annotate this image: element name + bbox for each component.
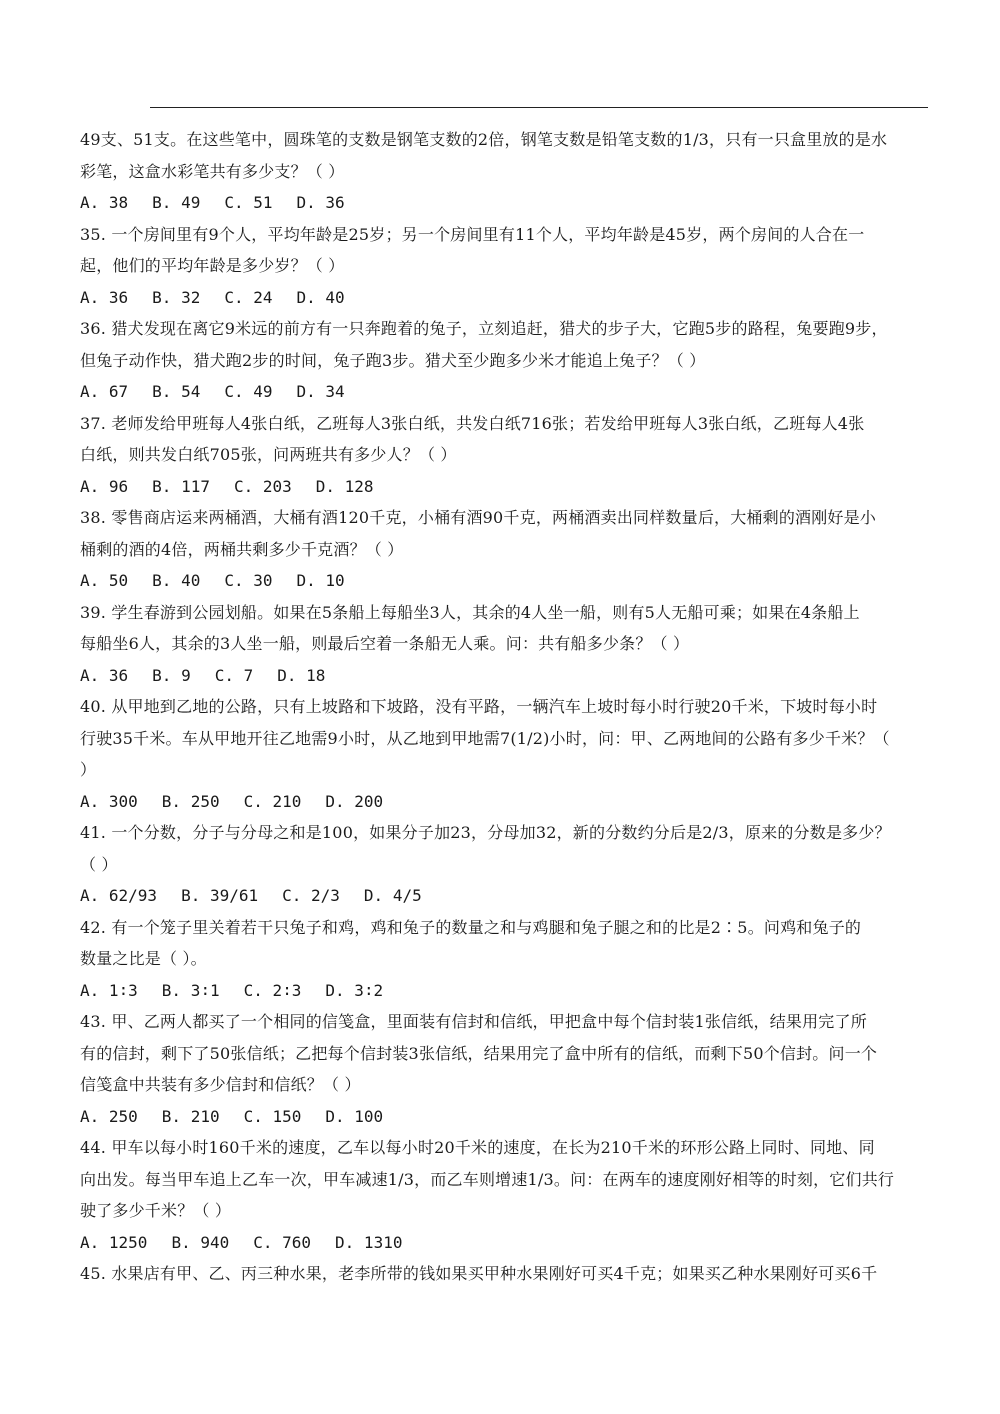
answer-option: B. 49 — [152, 193, 201, 212]
answer-options — [80, 660, 936, 692]
question-text-line: 但兔子动作快，猎犬跑2步的时间，兔子跑3步。猎犬至少跑多少米才能追上兔子？（ ） — [80, 350, 706, 370]
question-text-line: 36. 猎犬发现在离它9米远的前方有一只奔跑着的兔子，立刻追赶，猎犬的步子大，它跑5步的路程，兔要跑9步， — [80, 319, 888, 338]
question-text-line: 35. 一个房间里有9个人，平均年龄是25岁；另一个房间里有11个人，平均年龄是45岁，两个房间的人合在一 — [80, 224, 865, 244]
answer-option: D. 3∶2 — [325, 980, 384, 1000]
answer-option: B. 250 — [161, 791, 220, 811]
question-text-line: 42. 有一个笼子里关着若干只兔子和鸡，鸡和兔子的数量之和与鸡腿和兔子腿之和的比是2∶5。问鸡和兔子的 — [80, 917, 862, 937]
question-text-line: 有的信封，剩下了50张信纸；乙把每个信封装3张信纸，结果用完了盒中所有的信纸，而剩下50个信封。问一个 — [80, 1043, 878, 1063]
answer-option: A. 1∶3 — [80, 980, 138, 1000]
answer-option: C. 760 — [253, 1232, 312, 1252]
answer-option: A. 250 — [80, 1106, 138, 1126]
answer-option: C. 30 — [224, 571, 273, 590]
question-text-line: （ ） — [80, 854, 118, 874]
answer-option: D. 100 — [325, 1106, 384, 1126]
answer-option: A. 62/93 — [80, 886, 158, 905]
question-text-line: 彩笔，这盒水彩笔共有多少支？（ ） — [80, 161, 345, 181]
question-text-line: 行驶35千米。车从甲地开往乙地需9小时，从乙地到甲地需7(1/2)小时，问：甲、乙两地间的公路有多少千米？（ — [80, 728, 890, 748]
answer-option: C. 24 — [224, 287, 273, 307]
answer-option: C. 210 — [243, 791, 302, 811]
answer-option: A. 36 — [80, 665, 129, 685]
answer-option: D. 18 — [277, 665, 326, 685]
answer-option: B. 40 — [152, 571, 201, 590]
answer-option: D. 36 — [296, 193, 345, 212]
answer-option: C. 2/3 — [282, 886, 340, 905]
answer-option: B. 39/61 — [181, 886, 259, 905]
answer-option: A. 300 — [80, 791, 138, 811]
question-text-line: ） — [80, 760, 97, 779]
question-text-line: 向出发。每当甲车追上乙车一次，甲车减速1/3，而乙车则增速1/3。问：在两车的速度刚好相等的时刻，它们共行 — [80, 1169, 895, 1189]
question-text-line: 44. 甲车以每小时160千米的速度，乙车以每小时20千米的速度，在长为210千米的环形公路上同时、同地、同 — [80, 1138, 875, 1157]
answer-option: C. 150 — [243, 1106, 302, 1126]
question-text-line: 数量之比是（ ）。 — [80, 949, 207, 968]
answer-option: B. 3∶1 — [161, 980, 220, 1000]
answer-options — [80, 786, 936, 818]
question-text-line: 白纸，则共发白纸705张，问两班共有多少人？（ ） — [80, 445, 457, 464]
question-text-line: 信笺盒中共装有多少信封和信纸？（ ） — [80, 1075, 361, 1094]
question-text-line: 驶了多少千米？（ ） — [80, 1201, 232, 1220]
answer-option: C. 7 — [214, 665, 254, 685]
answer-option: D. 1310 — [335, 1232, 403, 1252]
answer-option: A. 1250 — [80, 1232, 148, 1252]
answer-options — [80, 880, 936, 912]
question-text-line: 起，他们的平均年龄是多少岁？（ ） — [80, 256, 345, 275]
question-text-line: 39. 学生春游到公园划船。如果在5条船上每船坐3人，其余的4人坐一船，则有5人无船可乘；如果在4条船上 — [80, 602, 860, 622]
answer-options — [80, 1227, 936, 1259]
question-text-line: 49支、51支。在这些笔中，圆珠笔的支数是钢笔支数的2倍，钢笔支数是铅笔支数的1/3，只有一只盒里放的是水 — [80, 130, 888, 149]
answer-option: D. 34 — [296, 382, 345, 401]
question-list — [80, 124, 936, 1290]
answer-option: D. 200 — [325, 791, 384, 811]
answer-option: B. 210 — [161, 1106, 220, 1126]
answer-option: B. 940 — [171, 1232, 230, 1252]
answer-option: C. 203 — [233, 476, 292, 496]
answer-options — [80, 1101, 936, 1133]
answer-option: B. 54 — [152, 382, 201, 401]
answer-option: B. 32 — [152, 287, 201, 307]
answer-option: C. 49 — [224, 382, 273, 401]
answer-option: D. 4/5 — [363, 886, 422, 905]
question-text-line: 37. 老师发给甲班每人4张白纸，乙班每人3张白纸，共发白纸716张；若发给甲班每人3张白纸，乙班每人4张 — [80, 413, 865, 433]
answer-option: D. 10 — [296, 571, 345, 590]
answer-option: A. 96 — [80, 476, 129, 496]
answer-option: A. 38 — [80, 193, 129, 212]
answer-option: A. 50 — [80, 571, 129, 590]
answer-option: B. 9 — [152, 665, 191, 685]
question-text-line: 每船坐6人，其余的3人坐一船，则最后空着一条船无人乘。问：共有船多少条？（ ） — [80, 634, 690, 653]
answer-option: C. 51 — [224, 193, 273, 212]
question-text-line: 桶剩的酒的4倍，两桶共剩多少千克酒？（ ） — [80, 539, 404, 559]
answer-options — [80, 187, 936, 219]
question-text-line: 43. 甲、乙两人都买了一个相同的信笺盒，里面装有信封和信纸，甲把盒中每个信封装1张信纸，结果用完了所 — [80, 1012, 867, 1031]
answer-options — [80, 565, 936, 597]
answer-option: D. 40 — [296, 287, 345, 307]
answer-option: A. 67 — [80, 382, 129, 401]
answer-option: B. 117 — [152, 476, 210, 496]
answer-options — [80, 282, 936, 314]
answer-option: C. 2∶3 — [243, 980, 302, 1000]
question-text-line: 38. 零售商店运来两桶酒，大桶有酒120千克，小桶有酒90千克，两桶酒卖出同样数量后，大桶剩的酒刚好是小 — [80, 508, 877, 527]
answer-options — [80, 975, 936, 1007]
question-text-line: 45. 水果店有甲、乙、丙三种水果，老李所带的钱如果买甲种水果刚好可买4千克；如果买乙种水果刚好可买6千 — [80, 1264, 878, 1283]
question-text-line: 40. 从甲地到乙地的公路，只有上坡路和下坡路，没有平路，一辆汽车上坡时每小时行驶20千米，下坡时每小时 — [80, 697, 878, 716]
answer-option: D. 128 — [315, 476, 374, 496]
answer-options — [80, 471, 936, 503]
question-text-line: 41. 一个分数，分子与分母之和是100，如果分子加23，分母加32，新的分数约分后是2/3，原来的分数是多少？ — [80, 823, 891, 842]
header-rule — [150, 107, 928, 108]
answer-options — [80, 376, 936, 408]
answer-option: A. 36 — [80, 287, 129, 307]
